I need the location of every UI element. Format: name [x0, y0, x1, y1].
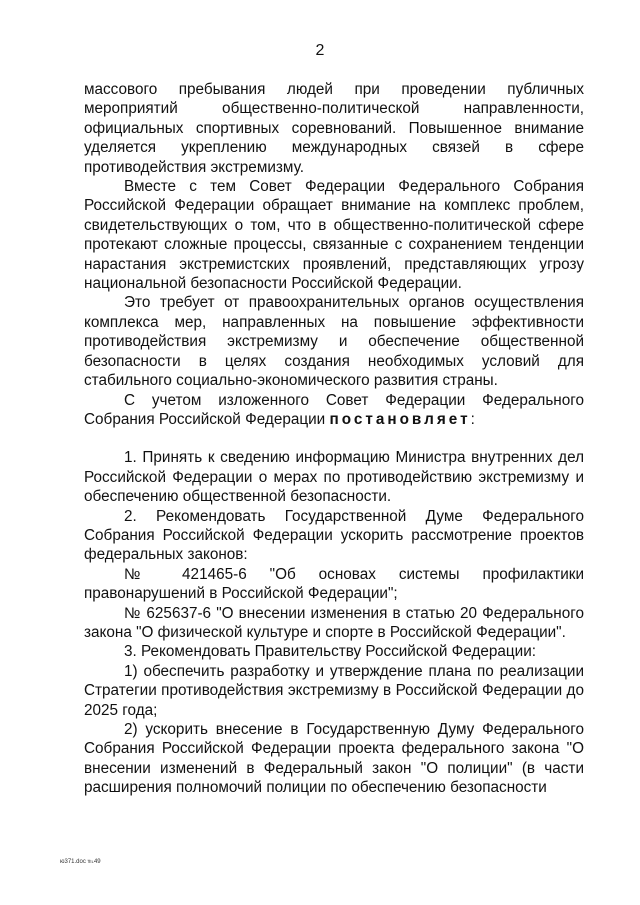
item-2-law-1: № 421465-6 "Об основах системы профилактики правонарушений в Российской Федерации";: [84, 565, 584, 603]
resolution-intro: [84, 391, 584, 430]
item-3: 3. Рекомендовать Правительству Российской Федерации:: [124, 643, 537, 661]
paragraph-problems: Вместе с тем Совет Федерации Федерального Собрания Российской Федерации обращает внимание на комплекс проблем, свидетельствующих о том, что в общественно-политической сфере протекают сложные процессы, связанные с сохранением тенденции нарастания экстремистских проявлений, представляющих угрозу национальной безопасности Российской Федерации.: [84, 178, 584, 293]
item-3-sub-1: 1) обеспечить разработку и утверждение плана по реализации Стратегии противодействия экстремизму в Российской Федерации до 2025 года;: [84, 662, 584, 719]
paragraph-continuation: массового пребывания людей при проведении публичных мероприятий общественно-политической направленности, официальных спортивных соревнований. Повышенное внимание уделяется укреплению международных связей в сфере противодействия экстремизму.: [84, 81, 584, 176]
spacer: [84, 429, 584, 448]
resolution-intro-text: С учетом изложенного Совет Федерации Федерального Собрания Российской Федерации: [84, 391, 584, 428]
item-2-law-2: № 625637-6 "О внесении изменения в статью 20 Федерального закона "О физической культуре и спорте в Российской Федерации".: [84, 604, 584, 641]
page-number: 2: [315, 42, 325, 59]
document-body: [84, 80, 584, 798]
paragraph-requirements: Это требует от правоохранительных органов осуществления комплекса мер, направленных на повышение эффективности противодействия экстремизму и обеспечение общественной безопасности в целях создания необходимых условий для стабильного социально-экономического развития страны.: [84, 294, 584, 390]
item-2: 2. Рекомендовать Государственной Думе Федерального Собрания Российской Федерации ускорить рассмотрение проектов федеральных законов:: [84, 507, 584, 564]
item-1: 1. Принять к сведению информацию Министра внутренних дел Российской Федерации о мерах по противодействию экстремизму и обеспечению общественной безопасности.: [84, 449, 584, 506]
footer-code: ю371.doc ℡49: [60, 859, 101, 865]
resolution-keyword: постановляет: [329, 410, 471, 428]
resolution-suffix: :: [470, 410, 475, 428]
item-3-sub-2: 2) ускорить внесение в Государственную Думу Федерального Собрания Российской Федерации проекта федерального закона "О внесении изменений в Федеральный закон "О полиции" (в части расширения полномочий полиции по обеспечению безопасности: [84, 721, 584, 797]
